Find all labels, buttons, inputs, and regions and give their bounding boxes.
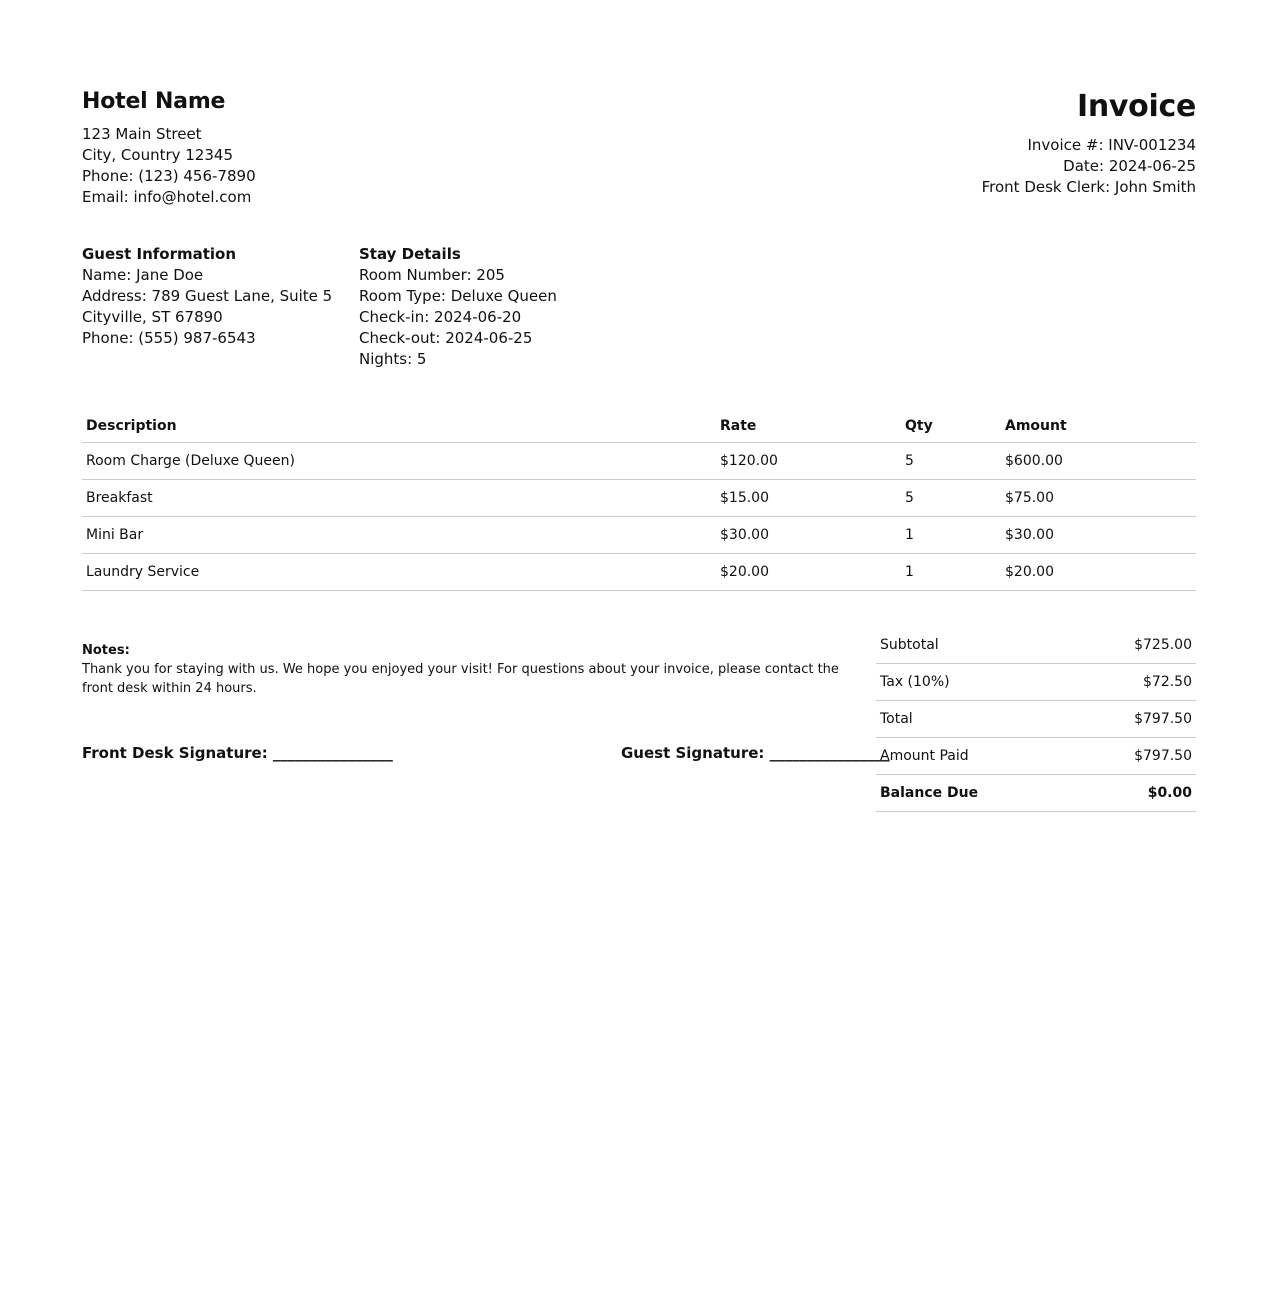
totals-label: Total bbox=[876, 701, 1073, 738]
totals-value: $0.00 bbox=[1073, 775, 1196, 812]
guest-city: Cityville, ST 67890 bbox=[82, 308, 223, 326]
stay-details-heading: Stay Details bbox=[359, 245, 461, 263]
notes-section bbox=[82, 641, 872, 698]
invoice-header bbox=[82, 88, 1196, 208]
invoice-meta bbox=[982, 88, 1196, 208]
nights-count: Nights: 5 bbox=[359, 350, 427, 368]
column-header-rate: Rate bbox=[716, 410, 901, 442]
room-number: Room Number: 205 bbox=[359, 266, 505, 284]
totals-label: Balance Due bbox=[876, 775, 1073, 812]
totals-value: $797.50 bbox=[1073, 738, 1196, 775]
item-description: Mini Bar bbox=[82, 516, 716, 553]
totals-value: $797.50 bbox=[1073, 701, 1196, 738]
guest-information-heading: Guest Information bbox=[82, 245, 237, 263]
item-qty: 5 bbox=[901, 442, 1001, 479]
guest-phone: Phone: (555) 987-6543 bbox=[82, 329, 256, 347]
table-row bbox=[82, 442, 1196, 479]
guest-stay-info bbox=[82, 244, 1196, 370]
totals-row-total bbox=[876, 701, 1196, 738]
totals-label: Tax (10%) bbox=[876, 664, 1073, 701]
line-items-table bbox=[82, 410, 1196, 591]
room-type: Room Type: Deluxe Queen bbox=[359, 287, 557, 305]
guest-name: Name: Jane Doe bbox=[82, 266, 204, 284]
guest-information bbox=[82, 244, 359, 370]
item-amount: $600.00 bbox=[1001, 442, 1196, 479]
invoice-date: Date: 2024-06-25 bbox=[1063, 157, 1196, 175]
item-description: Laundry Service bbox=[82, 553, 716, 590]
column-header-description: Description bbox=[82, 410, 716, 442]
invoice-page bbox=[82, 88, 1196, 817]
table-row bbox=[82, 516, 1196, 553]
item-description: Breakfast bbox=[82, 479, 716, 516]
table-row bbox=[82, 479, 1196, 516]
item-amount: $20.00 bbox=[1001, 553, 1196, 590]
table-header-row bbox=[82, 410, 1196, 442]
invoice-footer bbox=[82, 627, 1196, 817]
totals-row-subtotal bbox=[876, 627, 1196, 664]
item-amount: $30.00 bbox=[1001, 516, 1196, 553]
totals-row-amount-paid bbox=[876, 738, 1196, 775]
totals-label: Subtotal bbox=[876, 627, 1073, 664]
invoice-title: Invoice bbox=[1077, 89, 1196, 124]
item-rate: $30.00 bbox=[716, 516, 901, 553]
totals-value: $725.00 bbox=[1073, 627, 1196, 664]
item-amount: $75.00 bbox=[1001, 479, 1196, 516]
totals-value: $72.50 bbox=[1073, 664, 1196, 701]
hotel-email: Email: info@hotel.com bbox=[82, 188, 252, 206]
invoice-number: Invoice #: INV-001234 bbox=[1027, 136, 1196, 154]
notes-label: Notes: bbox=[82, 642, 130, 658]
item-qty: 1 bbox=[901, 553, 1001, 590]
item-rate: $120.00 bbox=[716, 442, 901, 479]
stay-details bbox=[359, 244, 557, 370]
totals-label: Amount Paid bbox=[876, 738, 1073, 775]
notes-text: Thank you for staying with us. We hope you enjoyed your visit! For questions about your invoice, please contact the front desk within 24 hours. bbox=[82, 661, 839, 696]
totals-row-tax bbox=[876, 664, 1196, 701]
front-desk-clerk: Front Desk Clerk: John Smith bbox=[981, 178, 1196, 196]
hotel-info bbox=[82, 88, 256, 208]
hotel-name: Hotel Name bbox=[82, 89, 226, 114]
check-in-date: Check-in: 2024-06-20 bbox=[359, 308, 522, 326]
item-qty: 1 bbox=[901, 516, 1001, 553]
check-out-date: Check-out: 2024-06-25 bbox=[359, 329, 533, 347]
guest-address: Address: 789 Guest Lane, Suite 5 bbox=[82, 287, 333, 305]
item-rate: $15.00 bbox=[716, 479, 901, 516]
hotel-phone: Phone: (123) 456-7890 bbox=[82, 167, 256, 185]
guest-signature-line: Guest Signature: ________________ bbox=[621, 743, 890, 762]
totals-table bbox=[876, 627, 1196, 813]
hotel-address-line2: City, Country 12345 bbox=[82, 146, 234, 164]
item-qty: 5 bbox=[901, 479, 1001, 516]
totals-row-balance-due bbox=[876, 775, 1196, 812]
item-description: Room Charge (Deluxe Queen) bbox=[82, 442, 716, 479]
item-rate: $20.00 bbox=[716, 553, 901, 590]
table-row bbox=[82, 553, 1196, 590]
column-header-amount: Amount bbox=[1001, 410, 1196, 442]
front-desk-signature-line: Front Desk Signature: ________________ bbox=[82, 743, 393, 762]
column-header-qty: Qty bbox=[901, 410, 1001, 442]
hotel-address-line1: 123 Main Street bbox=[82, 125, 202, 143]
